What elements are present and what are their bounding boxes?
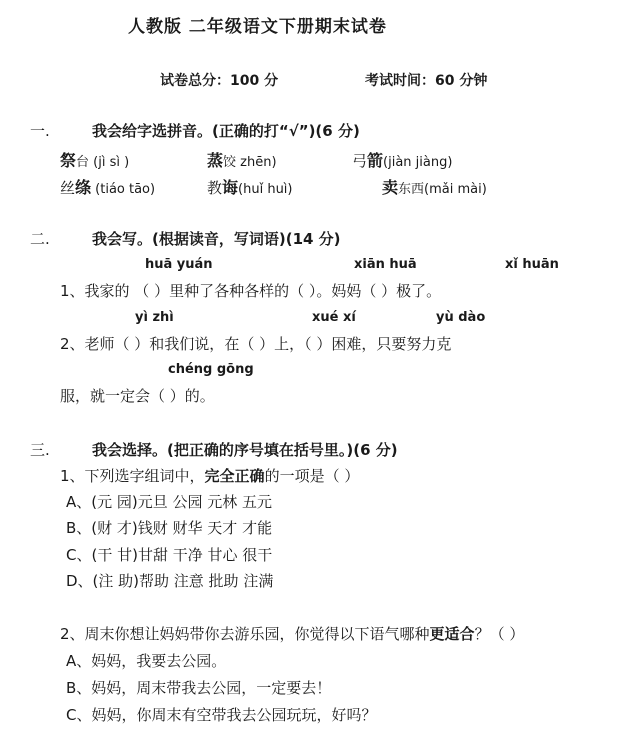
q2-emphasis: 更适合	[429, 625, 475, 643]
s1-item-4-char: 绦	[75, 178, 92, 197]
s1-item-4-pre: 丝	[60, 179, 76, 197]
q1-post: 的一项是（ ）	[264, 467, 360, 485]
s1-item-6-rest: 东西(mǎi mài)	[398, 182, 487, 197]
q1-option-b: B、(财 才)钱财 财华 天才 才能	[66, 519, 273, 537]
q1-emphasis: 完全正确	[204, 467, 265, 485]
section2-number: 二.	[30, 230, 50, 248]
s1-item-2	[207, 148, 277, 171]
pinyin-2c: yù dào	[436, 310, 486, 325]
s1-item-5-char: 诲	[222, 178, 239, 197]
s1-item-5-rest: (huǐ huì)	[238, 182, 293, 197]
s1-item-1-char: 祭	[60, 151, 77, 170]
exam-title: 人教版 二年级语文下册期末试卷	[128, 17, 387, 37]
s1-item-6-char: 卖	[382, 178, 399, 197]
s1-item-4-rest: (tiáo tāo)	[91, 182, 156, 197]
pinyin-1a: huā yuán	[145, 257, 213, 272]
q1-pre: 1、下列选字组词中，	[60, 467, 205, 485]
pinyin-1c: xǐ huān	[505, 257, 559, 272]
q2-pre: 2、周末你想让妈妈带你去游乐园，你觉得以下语气哪种	[60, 625, 430, 643]
s1-item-3-rest: (jiàn jiàng)	[383, 155, 453, 170]
q2-option-b: B、妈妈，周末带我去公园，一定要去！	[66, 679, 332, 697]
pinyin-3: chéng gōng	[168, 362, 254, 377]
s1-item-3-char: 箭	[367, 151, 384, 170]
fill-line-3: 服，就一定会（ ）的。	[60, 387, 215, 405]
section2-title: 我会写。(根据读音，写词语)(14 分)	[92, 230, 341, 248]
q1-option-c: C、(干 甘)甘甜 干净 甘心 很干	[66, 546, 273, 564]
exam-time: 考试时间：60 分钟	[365, 73, 488, 89]
pinyin-2a: yì zhì	[135, 310, 174, 325]
q1-option-a: A、(元 园)元旦 公园 元林 五元	[66, 493, 273, 511]
q1-option-d: D、(注 助)帮助 注意 批助 注满	[66, 572, 274, 590]
s1-item-1-rest: 台 (jì sì )	[76, 155, 130, 170]
s1-item-3	[352, 148, 452, 171]
fill-line-1: 1、我家的 （ ）里种了各种各样的（ ）。妈妈（ ）极了。	[60, 282, 442, 300]
pinyin-1b: xiān huā	[354, 257, 417, 272]
section3-title: 我会选择。(把正确的序号填在括号里。)(6 分)	[92, 441, 398, 459]
total-score: 试卷总分：100 分	[160, 73, 279, 89]
s1-item-2-rest: 饺 zhēn)	[223, 155, 277, 170]
s1-item-5-pre: 教	[207, 179, 223, 197]
fill-line-2: 2、老师（ ）和我们说，在（ ）上，（ ）困难，只要努力克	[60, 335, 452, 353]
section3-number: 三.	[30, 441, 50, 459]
question-1	[60, 465, 359, 486]
s1-item-3-pre: 弓	[352, 152, 368, 170]
s1-item-6	[382, 175, 487, 198]
s1-item-2-char: 蒸	[207, 151, 224, 170]
section1-title: 我会给字选拼音。(正确的打“√”)(6 分)	[92, 122, 360, 140]
q2-post: ？（ ）	[474, 625, 525, 643]
section1-number: 一.	[30, 122, 50, 140]
q2-option-a: A、妈妈，我要去公园。	[66, 652, 227, 670]
s1-item-1	[60, 148, 129, 171]
question-2	[60, 623, 524, 644]
s1-item-4	[60, 175, 155, 198]
q2-option-c: C、妈妈，你周末有空带我去公园玩玩，好吗？	[66, 706, 377, 724]
s1-item-5	[207, 175, 293, 198]
pinyin-2b: xué xí	[312, 310, 356, 325]
